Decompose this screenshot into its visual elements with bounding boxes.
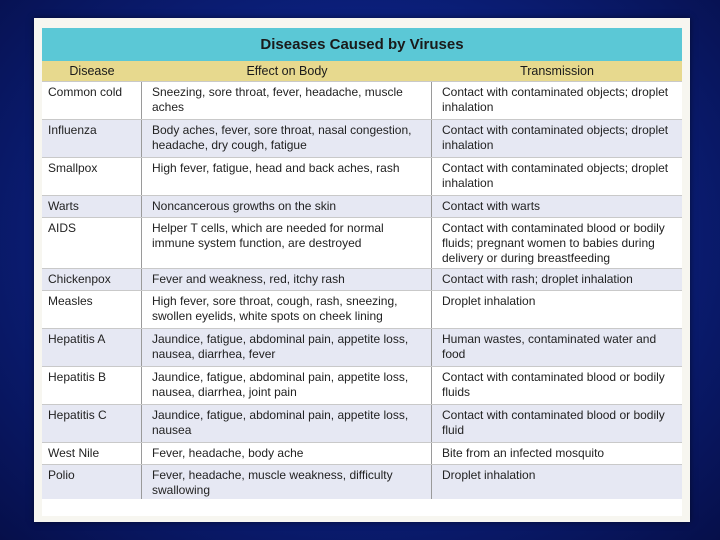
transmission-cell: Human wastes, contaminated water and food [442, 332, 657, 361]
header-transmission: Transmission [520, 64, 594, 78]
effect-cell: Jaundice, fatigue, abdominal pain, appetite loss, nausea, diarrhea, joint pain [142, 367, 432, 404]
effect-cell: High fever, fatigue, head and back aches, rash [142, 158, 432, 195]
transmission-cell: Contact with contaminated blood or bodily fluids [442, 370, 665, 399]
virus-diseases-table [42, 28, 682, 516]
transmission-cell: Droplet inhalation [442, 468, 536, 482]
table-row [42, 328, 682, 366]
table-row [42, 195, 682, 217]
transmission-cell: Contact with contaminated blood or bodily fluids; pregnant women to babies during delivery or during breastfeeding [442, 221, 665, 265]
table-row [42, 119, 682, 157]
table-row [42, 404, 682, 442]
effect-cell: Fever, headache, body ache [142, 443, 432, 464]
transmission-cell: Droplet inhalation [442, 294, 536, 308]
effect-cell: Jaundice, fatigue, abdominal pain, appetite loss, nausea, diarrhea, fever [142, 329, 432, 366]
disease-cell: Measles [42, 291, 142, 328]
table-row [42, 157, 682, 195]
transmission-cell: Contact with warts [442, 199, 541, 213]
effect-cell: Sneezing, sore throat, fever, headache, muscle aches [142, 82, 432, 119]
transmission-cell: Contact with contaminated objects; droplet inhalation [442, 123, 669, 152]
table-row [42, 464, 682, 499]
transmission-cell: Contact with contaminated objects; droplet inhalation [442, 161, 669, 190]
transmission-cell: Contact with contaminated blood or bodily fluid [442, 408, 665, 437]
disease-cell: Smallpox [42, 158, 142, 195]
transmission-cell: Contact with rash; droplet inhalation [442, 272, 633, 286]
effect-cell: Noncancerous growths on the skin [142, 196, 432, 217]
disease-cell: Hepatitis C [42, 405, 142, 442]
disease-cell: Influenza [42, 120, 142, 157]
disease-cell: Warts [42, 196, 142, 217]
table-header-row [42, 61, 682, 81]
disease-cell: Hepatitis B [42, 367, 142, 404]
table-body [42, 81, 682, 499]
table-row [42, 217, 682, 268]
effect-cell: Jaundice, fatigue, abdominal pain, appetite loss, nausea [142, 405, 432, 442]
disease-cell: West Nile [42, 443, 142, 464]
transmission-cell: Bite from an infected mosquito [442, 446, 605, 460]
document-page [34, 18, 690, 522]
header-effect: Effect on Body [246, 64, 328, 78]
disease-cell: Polio [42, 465, 142, 499]
disease-cell: AIDS [42, 218, 142, 268]
table-row [42, 442, 682, 464]
effect-cell: Fever and weakness, red, itchy rash [142, 269, 432, 290]
disease-cell: Common cold [42, 82, 142, 119]
effect-cell: High fever, sore throat, cough, rash, sneezing, swollen eyelids, white spots on cheek lining [142, 291, 432, 328]
table-title: Diseases Caused by Viruses [42, 28, 682, 61]
table-row [42, 81, 682, 119]
effect-cell: Fever, headache, muscle weakness, difficulty swallowing [142, 465, 432, 499]
transmission-cell: Contact with contaminated objects; droplet inhalation [442, 85, 669, 114]
table-row [42, 366, 682, 404]
disease-cell: Chickenpox [42, 269, 142, 290]
header-disease: Disease [69, 64, 115, 78]
table-row [42, 268, 682, 290]
disease-cell: Hepatitis A [42, 329, 142, 366]
effect-cell: Helper T cells, which are needed for normal immune system function, are destroyed [142, 218, 432, 268]
table-row [42, 290, 682, 328]
effect-cell: Body aches, fever, sore throat, nasal congestion, headache, dry cough, fatigue [142, 120, 432, 157]
